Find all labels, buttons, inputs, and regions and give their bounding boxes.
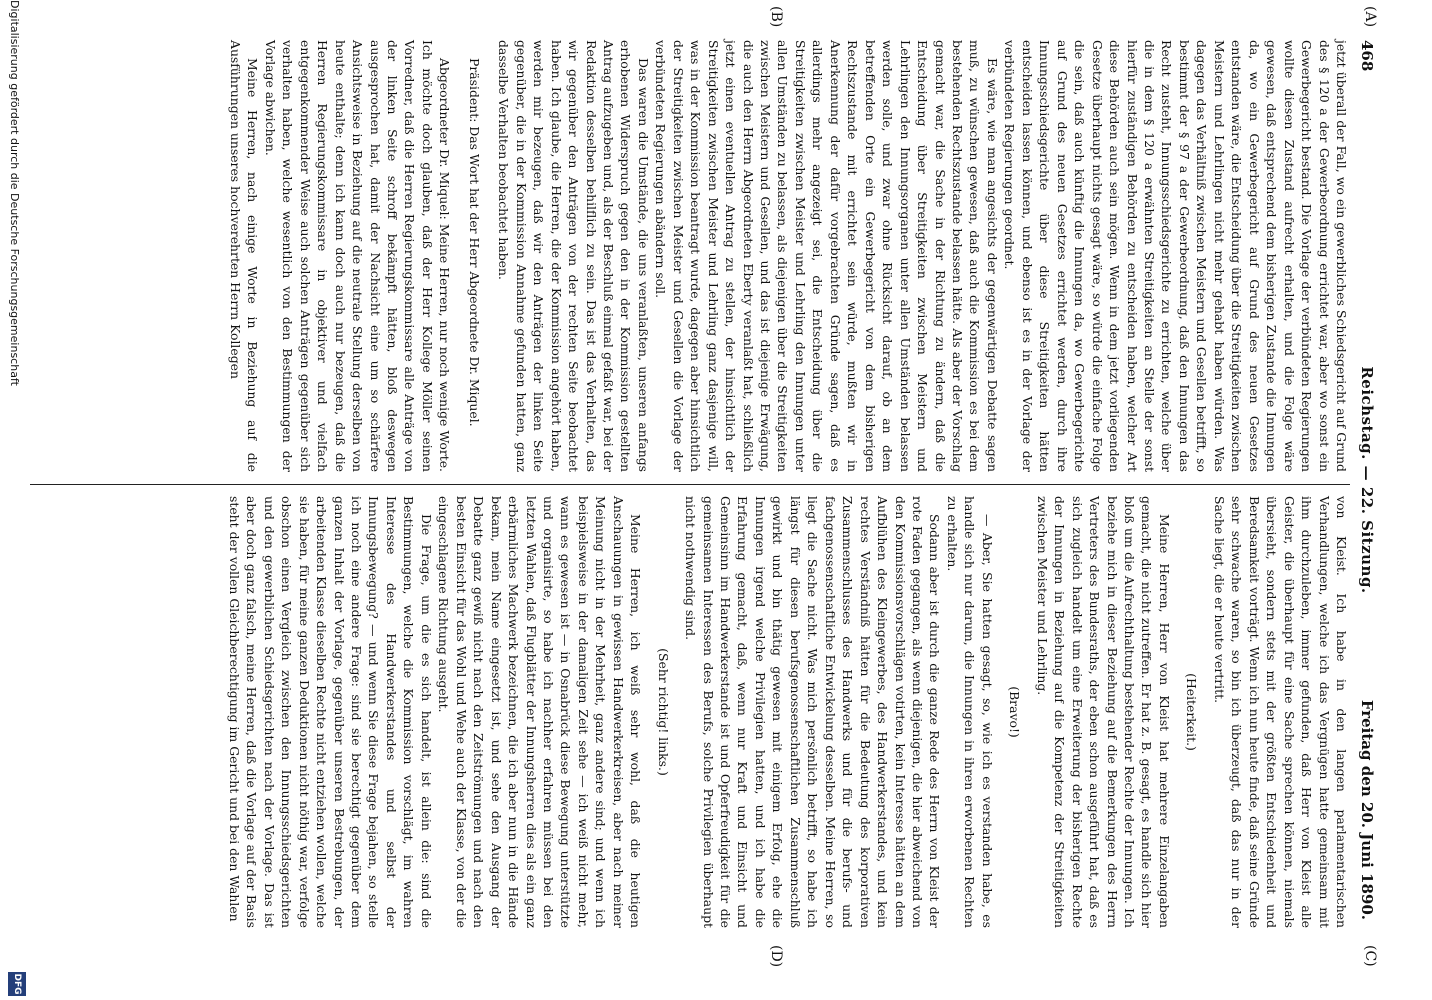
paragraph: — Aber, Sie hatten gesagt, so, wie ich es verstanden habe, es handle sich nur darum, die Innungen in ihren erworbenen Rechten zu erhalten.	[944, 496, 995, 928]
margin-marker-b: (B)	[768, 6, 784, 28]
interjection-sehr-richtig: (Sehr richtig! links.)	[655, 648, 671, 776]
session-date: Freitag den 20. Juni 1890.	[1358, 699, 1376, 920]
paragraph: Sodann aber ist durch die ganze Rede des Herrn von Kleist der rote Faden gegangen, als wenn diejenigen, die hier abweichend von den Kommissionsvorschlägen votirten, kein Interesse hätten an dem Aufblühen des Kleingewerbes, des Handwerkerstandes, und kein rechtes Verständniß hätten für die Bedeutung des korporativen Zusammenschlusses des Handwerks und für die berufs- und fachgenossenschaftliche Entwickelung desselben. Meine Herren, so liegt die Sache nicht. Was mich persönlich betrifft, so habe ich längst für diesen berufsgenossenschaftlichen Zusammenschluß gewirkt und bin thätig gewesen mit einigem Erfolg, ehe die Innungen irgend welche Privilegien hatten, und ich habe die Erfahrung gemacht, daß, wenn nur Kraft und Einsicht und Gemeinsinn im Handwerkerstande ist und Opferfreudigkeit für die gemeinsamen Interessen des Berufs, solche Privilegien überhaupt nicht nothwendig sind.	[683, 496, 943, 928]
column-divider	[30, 484, 1350, 485]
speaker-president: Präsident: Das Wort hat der Herr Abgeordnete Dr. Miquel.	[466, 58, 482, 427]
paragraph: von Kleist. Ich habe in den langen parlamentarischen Verhandlungen, welche ich das Vergnügen hatte gemeinsam mit ihm durchzuleben, immer gefunden, daß Herr von Kleist alle Geister, die überhaupt für eine Sache sprechen können, niemals übersieht, sondern stets mit der größten Entschiedenheit und Beredsamkeit vorträgt. Wenn ich nun heute finde, daß seine Gründe sehr schwache waren, so bin ich überzeugt, daß das nur in der Sache liegt, die er heute vertritt.	[1211, 496, 1349, 928]
interjection-heiterkeit: (Heiterkeit.)	[1184, 673, 1200, 751]
right-column	[225, 496, 1350, 928]
margin-marker-c: (C)	[1362, 945, 1378, 967]
speaker-miquel: Abgeordneter Dr. Miquel: Meine Herren, nur noch wenige Worte. Ich möchte doch glauben, daß der Herr Kollege Möller seinen Vorredner, daß die Herren Regierungskommissare alle Anträge von der linken Seite schroff bekämpft hätten, bloß deswegen ausgesprochen hat, damit der Nachsicht eine um so schärfere Ansichtsweise in Beziehung auf die neutrale Stellung derselben von heute enthalte; denn ich kann doch auch nur bezeugen, daß die Herren Regierungskommissare in objektiver und vielfach entgegenkommender Weise auch solchen Anträgen gegenüber sich verhalten haben, welche wesentlich von den Bestimmungen der Vorlage abwichen.	[262, 40, 453, 472]
digitization-credit	[2, 0, 30, 1000]
interjection-bravo: (Bravo!)	[1007, 686, 1023, 738]
margin-marker-a: (A)	[1362, 6, 1378, 28]
page-header	[1356, 40, 1376, 920]
paragraph: Es wäre, wie man angesichts der gegenwärtigen Debatte sagen muß, zu wünschen gewesen, daß auch die Kommission es bei dem bestehenden Rechtszustande belassen hätte. Als aber der Vorschlag gemacht war, die Sache in der Richtung zu ändern, daß die Entscheidung über Streitigkeiten zwischen Meistern und Lehrlingen den Innungsorganen unter allen Umständen belassen werden solle, und zwar ohne Rücksicht darauf, ob an dem betreffenden Orte ein Gewerbegericht von dem bisherigen Rechtszustande mit errichtet sein würde, mußten wir in Anerkennung der dafür vorgebrachten Gründe sagen, daß es allerdings mehr angezeigt sei, die Entscheidung über die Streitigkeiten zwischen Meister und Lehrling den Innungen unter allen Umständen zu belassen, als diejenigen über die Streitigkeiten zwischen Meistern und Gesellen, und das ist diejenige Erwägung, die auch den Herrn Abgeordneten Eberty veranlaßt hat, schließlich jetzt einen eventuellen Antrag zu stellen, der hinsichtlich der Streitigkeiten zwischen Meister und Lehrling ganz dasjenige will, was in der Kommission beantragt wurde, dagegen aber hinsichtlich der Streitigkeiten zwischen Meister und Gesellen die Vorlage der verbündeten Regierungen abändern soll.	[653, 40, 1000, 472]
running-title: Reichstag. — 22. Sitzung.	[1358, 366, 1376, 594]
dfg-logo: DFG	[8, 972, 26, 996]
paragraph: Die Frage, um die es sich handelt, ist allein die: sind die Bestimmungen, welche die Kommission vorschlägt, im wahren Interesse des Handwerkerstandes und selbst der Innungsbewegung? — und wenn Sie diese Frage bejahen, so stelle ich noch eine andere Frage: sind sie berechtigt gegenüber dem ganzen Inhalt der Vorlage, gegenüber unseren Bestrebungen, der arbeitenden Klasse dieselben Rechte nicht entziehen wollen, welche sie haben, für meine ganzen Deduktionen nicht nöthig war, verfolge obschon einen Vergleich zwischen den Innungsschiedsgerichten und den gewerblichen Schiedsgerichten nach der Vorlage. Das ist aber doch ganz falsch, meine Herren, daß die Vorlage auf der Basis steht der vollen Gleichberechtigung im Gericht und bei den Wahlen	[226, 496, 434, 928]
page-number: 468	[1358, 40, 1376, 72]
paragraph: Meine Herren, ich weiß sehr wohl, daß die heutigen Anschauungen in gewissen Handwerkerkreisen, aber nach meiner Meinung nicht in der Mehrheit, ganz andere sind; und wenn ich beispielsweise in der damaligen Zeit sehe — ich weiß nicht mehr, wann es gewesen ist — in Osnabrück diese Bewegung unterstützte und organisirte, so habe ich nachher erfahren müssen bei den letzten Wahlen, daß Flugblätter der Innungsherren dies als ein ganz erbärmliches Machwerk bezeichnen, die ich aber nun in die Hände bekam, mein Name eingesetzt ist, und sehe den Ausgang der Debatte ganz gewiß nicht nach den Zeitströmungen und nach den besten Einsicht für das Wohl und Wehe auch der Klasse, von der die eingeschlagene Richtung ausgeht.	[436, 496, 644, 928]
paragraph: Meine Herren, nach einige Worte in Beziehung auf die Ausführungen unseres hochverehrten Herrn Kollegen	[227, 40, 261, 472]
paragraph: Meine Herren, Herr von Kleist hat mehrere Einzelangaben gemacht, die nicht zutreffen. Er hat z. B. gesagt, es handle sich hier bloß um die Aufrechthaltung bestehender Rechte der Innungen. Ich beziehe mich in dieser Beziehung auf die Bemerkungen des Herrn Vertreters des Bundesraths, der eben schon ausgeführt hat, daß es sich zugleich handelt um eine Erweiterung der bisherigen Rechte der Innungen in Beziehung auf die Kompetenz der Streitigkeiten zwischen Meister und Lehrling.	[1034, 496, 1172, 928]
paragraph: Das waren die Umstände, die uns veranlaßten, unseren anfangs erhobenen Widerspruch gegen den in der Kommission gestellten Antrag aufzugeben und, als der Beschluß einmal gefaßt war, bei der Redaktion desselben behilflich zu sein. Das ist das Verhalten, das wir gegenüber den Anträgen von der rechten Seite beobachtet haben. Ich glaube, die Herren, die der Kommission angehört haben, werden mir bezeugen, daß wir den Anträgen der linken Seite gegenüber, die in der Kommission Annahme gefunden hatten, ganz dasselbe Verhalten beobachtet haben.	[496, 40, 651, 472]
margin-marker-d: (D)	[768, 945, 784, 968]
credit-text: Digitalisierung gefördert durch die Deutsche Forschungsgemeinschaft	[8, 0, 21, 386]
left-column	[226, 40, 1350, 472]
paragraph: jetzt überall der Fall, wo ein gewerbliches Schiedsgericht auf Grund des § 120 a der Gewerbeordnung errichtet war, aber wo sonst ein Gewerbegericht bestand. Die Vorlage der verbündeten Regierungen wollte diesen Zustand aufrecht erhalten, und die Folge wäre gewesen, daß entsprechend dem bisherigen Zustande die Innungen da, wo ein Gewerbegericht auf Grund des neuen Gesetzes entstanden wäre, die Entscheidung über die Streitigkeiten zwischen Meistern und Lehrlingen nicht mehr gehabt haben würden. Was dagegen das Verhältniß zwischen Meistern und Gesellen betrifft, so bestimmt der § 97 a der Gewerbeordnung, daß den Innungen das Recht zusteht, Innungsschiedsgerichte zu errichten, welche über die in dem § 120 a erwähnten Streitigkeiten an Stelle der sonst hierfür zuständigen Behörden zu entscheiden haben, welcher Art diese Behörden auch sein mögen. Wenn in dem jetzt vorliegenden Gesetze überhaupt nichts gesagt wäre, so würde die einfache Folge die sein, daß auch künftig die Innungen da, wo Gewerbegerichte auf Grund des neuen Gesetzes errichtet werden, durch ihre Innungsschiedsgerichte über diese Streitigkeiten hätten entscheiden lassen können, und ebenso ist es in der Vorlage der verbündeten Regierungen geordnet.	[1002, 40, 1349, 472]
